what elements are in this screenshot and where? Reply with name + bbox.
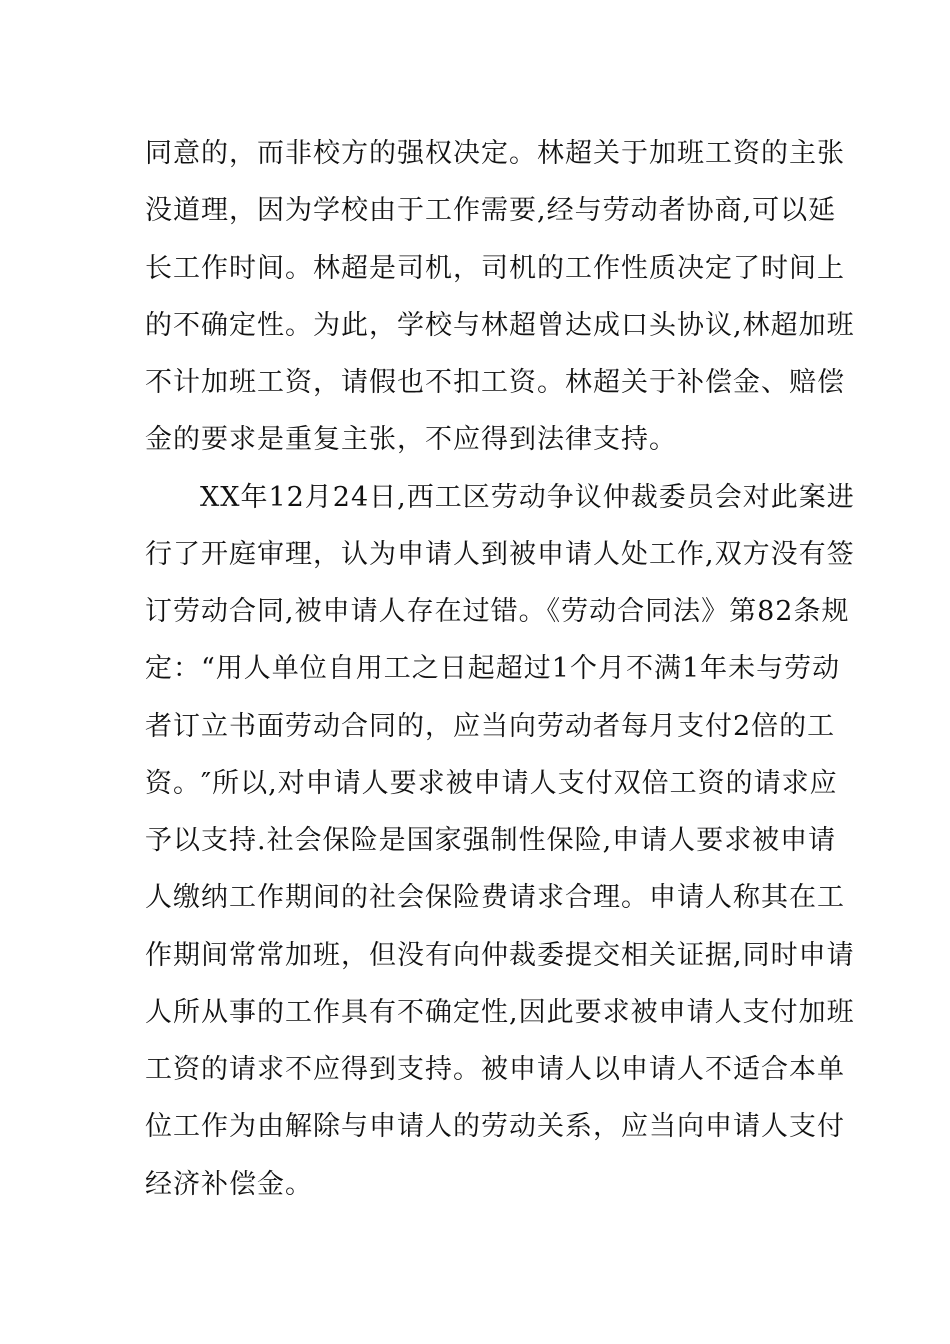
paragraph-1-line-3: 长工作时间。林超是司机，司机的工作性质决定了时间上 (145, 253, 845, 284)
paragraph-2-line-10: 人所从事的工作具有不确定性,因此要求被申请人支付加班 (145, 997, 855, 1028)
paragraph-2-line-12: 位工作为由解除与申请人的劳动关系，应当向申请人支付 (145, 1111, 845, 1142)
paragraph-2-line-9: 作期间常常加班，但没有向仲裁委提交相关证据,同时申请 (145, 940, 855, 971)
paragraph-2-line-5: 者订立书面劳动合同的，应当向劳动者每月支付2倍的工 (145, 711, 836, 742)
paragraph-2-line-3: 订劳动合同,被申请人存在过错。《劳动合同法》第82条规 (145, 596, 850, 627)
paragraph-2-line-13: 经济补偿金。 (145, 1169, 313, 1200)
paragraph-1-line-4: 的不确定性。为此，学校与林超曾达成口头协议,林超加班 (145, 310, 855, 341)
paragraph-2-line-6: 资。″所以,对申请人要求被申请人支付双倍工资的请求应 (145, 768, 838, 799)
paragraph-2-line-4: 定：“用人单位自用工之日起超过1个月不满1年未与劳动 (145, 653, 841, 684)
paragraph-2-line-11: 工资的请求不应得到支持。被申请人以申请人不适合本单 (145, 1054, 845, 1085)
paragraph-2-line-8: 人缴纳工作期间的社会保险费请求合理。申请人称其在工 (145, 882, 845, 913)
paragraph-2-line-2: 行了开庭审理，认为申请人到被申请人处工作,双方没有签 (145, 539, 855, 570)
paragraph-1-line-1: 同意的，而非校方的强权决定。林超关于加班工资的主张 (145, 138, 845, 169)
paragraph-1-line-5: 不计加班工资，请假也不扣工资。林超关于补偿金、赔偿 (145, 367, 845, 398)
paragraph-2-line-1: XX年12月24日,西工区劳动争议仲裁委员会对此案进 (200, 482, 855, 513)
paragraph-1-line-2: 没道理，因为学校由于工作需要,经与劳动者协商,可以延 (145, 195, 837, 226)
paragraph-1-line-6: 金的要求是重复主张，不应得到法律支持。 (145, 424, 677, 455)
paragraph-2-line-7: 予以支持.社会保险是国家强制性保险,申请人要求被申请 (145, 825, 837, 856)
